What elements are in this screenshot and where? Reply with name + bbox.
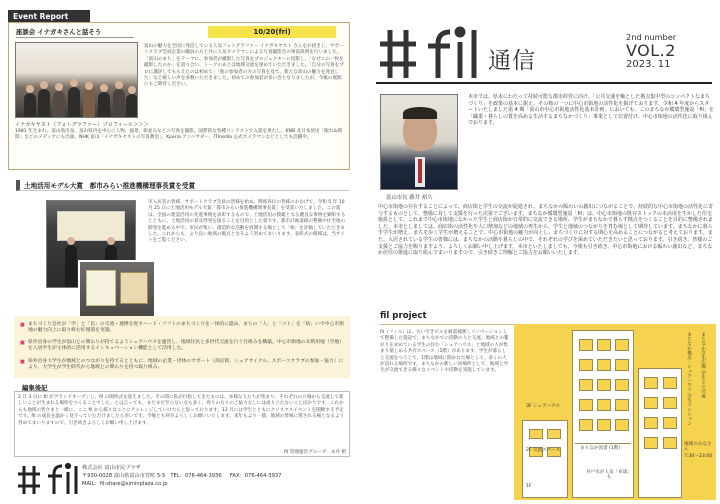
company-name: 株式会社 富山市民プラザ — [82, 465, 141, 471]
issue-number-label: 2nd number — [626, 32, 677, 42]
editor-notes-title: 編集後記 — [22, 383, 102, 392]
event-date: 10/20(fri) — [208, 26, 336, 38]
shop-label: まちなか図書 (1階) — [580, 446, 621, 451]
editor-notes-body: 2 月 3 日に fil がグランドオープンし、fil の開所式を迎えました。その間に私が目指してきたものは、多様な人たちが集まり、それぞれの立場から交流して新しいことが生まれる場所をつくることでした。とは言っても、まだまだ至らない点も多く、周りの方々のご協力なしには成り立たないことばかりです。これからも地域の皆さまと一緒に、ここ fil から様々なことにチャレンジしていけたらと思っております。12 月には学生とともにクリスマスイベントを開催する予定です。fil の成長を温かく見守っていただけましたら幸いです。今後とも何卒よろしくお願いいたします。来年もより一層、地域の皆様に愛される場となるよう努めてまいりますので、引き続きよろしくお願い申し上げます。 — [18, 395, 345, 426]
editor-signature: fil 管理運営グループ 永井 梢 — [284, 450, 346, 455]
company-mail: MAIL：fil-share@siminplaza.co.jp — [82, 481, 168, 487]
mayor-portrait — [380, 94, 458, 190]
masthead-divider — [376, 82, 712, 84]
award-point: ■ まちづくり会社が「学」と「民」の交流・連携を促すハード・ソフトのまちづくりを一体的に進め、まちの「人」と「コト」を「紡」いで中心市街地の魅力向上に取り組む好循環を実施。 — [20, 322, 345, 335]
floor-label-3f: 3F シェアハウス — [526, 404, 560, 409]
newsletter-title: 通信 — [488, 48, 536, 74]
floor-label-2f: 2F 交流スペース — [526, 448, 561, 453]
award-description: 市入居者の皆様、サポートクラブ会員の皆様を始め、関係各位の皆様のおかげで、令和 5 年 10 月 25 日に土地活用モデル大賞「都市みらい推進機構理事長賞」を受賞いたしました。この賞は、全国の建設活用の先進事例を表彰するもので、土地活用の模範となる優良な事例を顕彰するとともに、土地活用の普及啓発を図ることを目的とした賞です。都市計画道路の整備や住宅地の開発を進める中で、市民が集い、創造的な活動を展開する場として「fil」を評価していただきました。これからも、より良い地域の拠点となるよう努めてまいります。表彰式の模様は、当サイトをご覧ください。 — [148, 200, 346, 244]
company-tel: TEL：076-464-3936 — [170, 473, 222, 479]
building-illustration — [514, 324, 716, 500]
building-right — [638, 368, 682, 498]
mayor-caption: 富山市長 藤井 裕久 — [386, 195, 433, 201]
event-title: 座談会 イナガキさんと話そう — [16, 27, 134, 38]
profile-body: 1981 年生まれ。富山県出身。富山県内を中心に人物、風景、街並みなどの写真を撮影。国際的な各種コンテストで入賞を果たし、KNB 北日本放送「眠れぬ時間」などのメディアにも出演。NHK 富山「イナガキヤストの写真教室」、Xperia アンバサダー、ITmedia 公式カメラマンなどとしても活躍中。 — [15, 129, 343, 141]
hours-label: 地域のみなさん — [684, 442, 712, 453]
event-description: 富山の魅力を全国に発信している人気フォトグラファー イナガキヤスト さんをお招きし、サポートクラブ会員企業の職員の方と共に人気カメラマンによる写真撮影会の事前説明を行いました。「富山のまち」をテーマに、参加者が撮影した写真をプロジェクターに投影し、「なぜこの一枚を撮影したのか」を語り合い、トークのあとは地域交流を深めていただきました。「自分の写真をプロに講評してもらえたのは初めて」「他の参加者の方の写真を見て、新たな富山の魅力を発見した」など嬉しい声を多数いただきました。初めての参加者が多い会となりましたが、今後の展開にもご期待ください。 — [144, 44, 344, 88]
fil-masthead-logo — [376, 24, 486, 84]
profile-title: イナガキヤスト（フォトグラファー）プロフィール＞＞＞ — [15, 122, 149, 128]
mayor-message-continued: 中心市街地の存在することによって、商店街と学生の交流が促進され、まちなかの賑わいの創出につながることで、持続的な中心市街地の活性化に寄与するものとして、整備に対して支援を行った次第でございます。まちなか循環型施設「fil」は、中心市街地の既存ストックの未活用を生かした住宅施設として、これまで中心市街地になかった学生と商店街が日常的に交流できる場所、学生がまちなかで暮らす拠点をつくることを目的に整備されました。本市としましては、商店街の活性化や人口増加などの地域の再生から、学生と地域のつながりを育む場として期待しています。まちなかに暮らす学生が増え、まちを歩く学生が増えることで、中心市街地の魅力が向上し、まちづくりに対する関心を高めることにつながると考えております。また、入居されている学生の皆様には、まちなかの活動や暮らしの中で、それぞれの学びを深めていただきたいと思っております。引き続き、皆様のご支援とご協力を賜りますよう、よろしくお願い申し上げます。本市といたしましても、今後も引き続き、中心市街地における賑わい創出など、まちなか居住の推進に取り組んでまいりますので、引き続きご理解とご協力をお願いいたします。 — [378, 204, 714, 257]
side-label-left: まちなか拠点・シェアハウス 学生マンション — [686, 332, 692, 426]
cafe-label: 井戸水が人気「卓球」も — [586, 470, 632, 481]
company-fax: FAX：076-464-3937 — [229, 473, 282, 479]
award-certificate-photo — [78, 260, 156, 318]
floor-label-1f: 1F — [526, 484, 532, 489]
award-point: ■ 県外出身の学生が富山との関わりが持てるようシェアハウスを運営し、地域住民と多世代交流を行う仕組みを構築。中心市街地の未利用地（空地）を入居学生が主体的に活用するインキュベーション機能として活用した。 — [20, 340, 345, 353]
volume-label: VOL.2 — [626, 41, 676, 60]
side-label-right: まちなか芝生広場 学生との交流 — [700, 332, 706, 398]
company-info — [82, 464, 332, 488]
photographer-profile — [15, 121, 345, 142]
event-report-label: Event Report — [8, 10, 90, 22]
fil-project-description: fil（フィル）は、古い空きビルを耐震補強しリノベーションして整備した施設で、まちなかでの活動の人と交流、地域との繋がりを求めている学生の住む「シェアハウス」と地域の人が集まり楽しめる共有スペース（1階）があります。学生が暮らしと交流をつうじて、1階は地域に開かれた場として、多くの人が訪れる場所です。まちなかの新しい居場所として、地域と学生が交流できる様々なイベントや活動を実施しています。 — [380, 330, 509, 374]
event-photo — [15, 42, 138, 118]
hours-value: 7:30〜23:00 — [684, 454, 713, 459]
company-address: 〒930-0028 富山県富山市宮町 5-5 — [82, 473, 166, 479]
fil-project-title: fil project — [380, 311, 427, 321]
issue-date: 2023. 11 — [626, 59, 671, 70]
award-points-box — [14, 316, 350, 378]
award-section-title: 土地活用モデル大賞 都市みらい推進機構理事長賞を受賞 — [16, 180, 350, 191]
award-point: ■ 県外出身大学生が地域とのつながりを持てるとともに、地域の企業・団体のサポート（商店街、シェアサイクル、スポーツクラブの参加・協力）により、大学生が学生時代から地域との関わりを持つ取り組み。 — [20, 359, 345, 372]
fil-logo — [16, 462, 80, 498]
mayor-message: 本市では、県未にわたって持続可能な都市経営に向け、「公共交通を軸とした拠点集中型のコンパクトなまちづくり」を政策の基本に据え、その核の一つに中心市街地の活性化を掲げております。令和 4 年度からスタートいたしました第 4 期「富山市中心市街地活性化基本計画」においても、このまちなか循環型施設「fil」を「職業・暮らしの質を高める生活するまちなかづくり」事業として位置付け、中心市街地の活性化に取り組んでおります。 — [468, 94, 714, 127]
